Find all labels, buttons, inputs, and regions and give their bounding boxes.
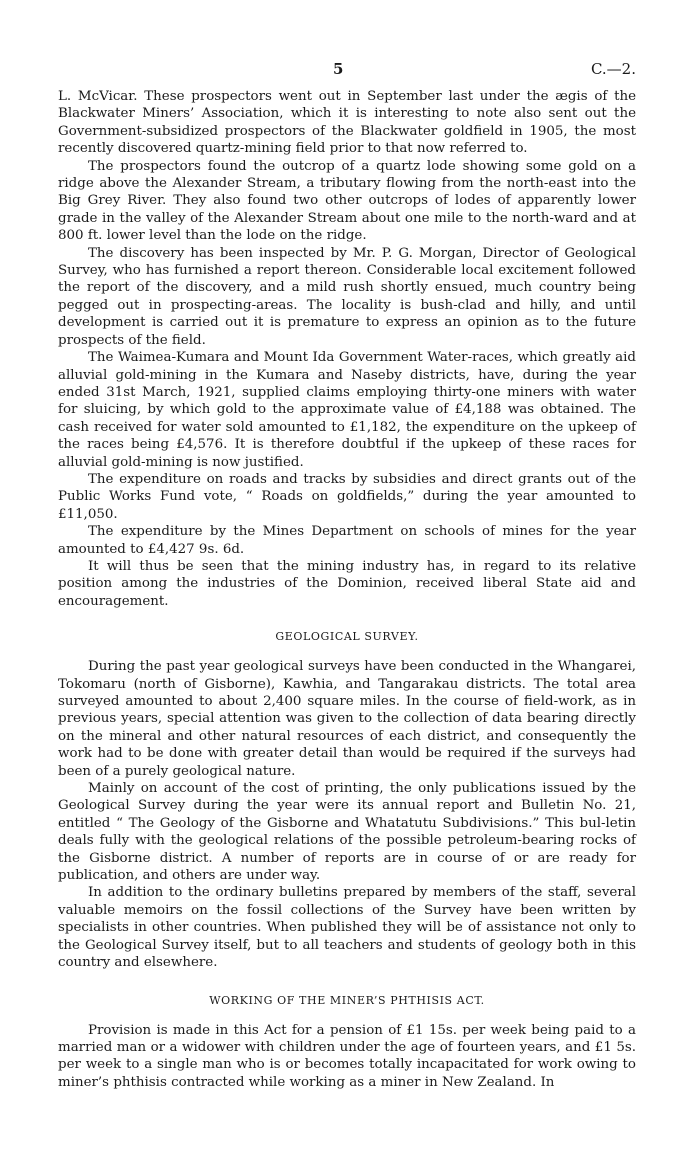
paragraph: The prospectors found the outcrop of a quartz lode showing some gold on a ridge above the Alexander Stream, a tributary flowing from the north-east into the Big Grey River. They also found two other outcrops of lodes of apparently lower grade in the valley of the Alexander Stream about one mile to the north-ward and at 800 ft. lower level than the lode on the ridge. [58, 158, 636, 244]
paragraph: It will thus be seen that the mining industry has, in regard to its relative position among the industries of the Dominion, received liberal State aid and encouragement. [58, 558, 636, 609]
page-header [58, 60, 636, 88]
paragraph: The expenditure on roads and tracks by subsidies and direct grants out of the Public Works Fund vote, “ Roads on goldfields,” during the year amounted to £11,050. [58, 471, 636, 522]
page-number: 5 [333, 60, 344, 78]
phthisis-act-section [58, 994, 636, 1092]
geological-survey-section [58, 630, 636, 971]
intro-section [58, 88, 636, 610]
section-heading: GEOLOGICAL SURVEY. [275, 630, 419, 644]
paragraph: Mainly on account of the cost of printing, the only publications issued by the Geological Survey during the year were its annual report and Bulletin No. 21, entitled “ The Geology of the Gisborne and Whatatutu Subdivisions.” This bul-letin deals fully with the geological relations of the possible petroleum-bearing rocks of the Gisborne district. A number of reports are in course of or are ready for publication, and others are under way. [58, 781, 636, 884]
paragraph: Provision is made in this Act for a pension of £1 15s. per week being paid to a married man or a widower with children under the age of fourteen years, and £1 5s. per week to a single man who is or becomes totally incapacitated for work owing to miner’s phthisis contracted while working as a miner in New Zealand. In [58, 1022, 636, 1090]
paragraph: In addition to the ordinary bulletins prepared by members of the staff, several valuable memoirs on the fossil collections of the Survey have been written by specialists in other countries. When published they will be of assistance not only to the Geological Survey itself, but to all teachers and students of geology both in this country and elsewhere. [58, 885, 636, 971]
paragraph: The discovery has been inspected by Mr. P. G. Morgan, Director of Geological Survey, who has furnished a report thereon. Considerable local excitement followed the report of the discovery, and a mild rush shortly ensued, much country being pegged out in prospecting-areas. The locality is bush-clad and hilly, and until development is carried out it is premature to express an opinion as to the future prospects of the field. [58, 245, 636, 348]
document-page [58, 60, 636, 1091]
section-heading: WORKING OF THE MINER’S PHTHISIS ACT. [209, 993, 485, 1007]
paragraph: L. McVicar. These prospectors went out in September last under the ægis of the Blackwater Miners’ Association, which it is interesting to note also sent out the Government-subsidized prospectors of the Blackwater goldfield in 1905, the most recently discovered quartz-mining field prior to that now referred to. [58, 89, 636, 157]
paragraph: During the past year geological surveys have been conducted in the Whangarei, Tokomaru (north of Gisborne), Kawhia, and Tangarakau districts. The total area surveyed amounted to about 2,400 square miles. In the course of field-work, as in previous years, special attention was given to the collection of data bearing directly on the mineral and other natural resources of each district, and consequently the work had to be done with greater detail than would be required if the surveys had been of a purely geological nature. [58, 659, 636, 779]
document-reference: C.—2. [590, 60, 636, 78]
paragraph: The Waimea-Kumara and Mount Ida Government Water-races, which greatly aid alluvial gold-mining in the Kumara and Naseby districts, have, during the year ended 31st March, 1921, supplied claims employing thirty-one miners with water for sluicing, by which gold to the approximate value of £4,188 was obtained. The cash received for water sold amounted to £1,182, the expenditure on the upkeep of the races being £4,576. It is therefore doubtful if the upkeep of these races for alluvial gold-mining is now justified. [58, 350, 636, 470]
paragraph: The expenditure by the Mines Department on schools of mines for the year amounted to £4,427 9s. 6d. [58, 524, 636, 557]
